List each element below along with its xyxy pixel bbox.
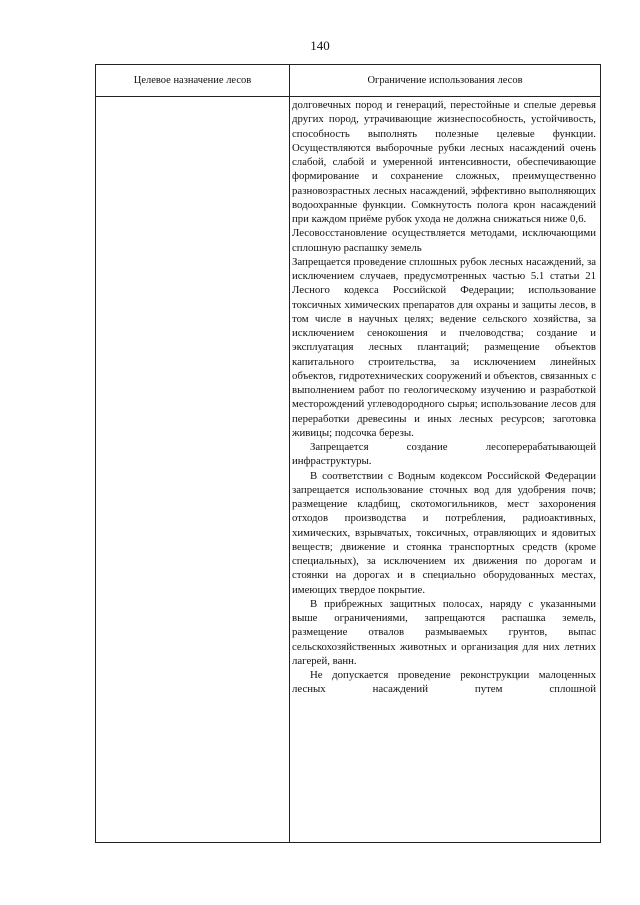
restrictions-table <box>95 64 601 843</box>
table-header-row <box>96 65 600 97</box>
restriction-paragraph: Запрещается проведение сплошных рубок лесных насаждений, за исключением случаев, предусмотренных частью 5.1 статьи 21 Лесного кодекса Российской Федерации; использование токсичных химических препаратов для охраны и защиты лесов, в том числе в научных целях; ведение сельского хозяйства, за исключением сенокошения и пчеловодства; создание и эксплуатация лесных плантаций; размещение объектов капитального строительства, за исключением линейных объектов, гидротехнических сооружений и объектов, связанных с выполнением работ по геологическому изучению и разработкой месторождений углеводородного сырья; использование лесов для переработки древесины и иных лесных ресурсов; заготовка живицы; подсочка березы. <box>292 255 596 439</box>
restriction-paragraph: Запрещается создание лесоперерабатывающей инфраструктуры. <box>292 441 596 468</box>
restriction-paragraph: В прибрежных защитных полосах, наряду с указанными выше ограничениями, запрещаются распашка земель, размещение отвалов размываемых грунтов, выпас сельскохозяйственных животных и организация для них летних лагерей, ванн. <box>292 597 596 667</box>
forest-purpose-cell <box>96 97 289 842</box>
column-divider <box>289 65 290 843</box>
restriction-paragraph: Не допускается проведение реконструкции малоценных лесных насаждений путем сплошной <box>292 669 596 696</box>
restriction-paragraph: Лесовосстановление осуществляется методами, исключающими сплошную распашку земель <box>292 227 596 254</box>
page-number: 140 <box>310 38 330 53</box>
header-forest-purpose: Целевое назначение лесов <box>133 75 252 86</box>
restriction-paragraph: долговечных пород и генераций, перестойные и спелые деревья других пород, утрачивающие жизнеспособность, устойчивость, способность выполнять полезные целевые функции. Осуществляются выборочные рубки лесных насаждений очень слабой, слабой и умеренной интенсивности, обеспечивающие формирование и сохранение сложных, преимущественно разновозрастных лесных насаждений, эффективно выполняющих водоохранные функции. Сомкнутость полога крон насаждений при каждом приёме рубок ухода не должна снижаться ниже 0,6. <box>292 99 596 225</box>
header-use-restriction: Ограничение использования лесов <box>367 75 523 86</box>
restriction-paragraph: В соответствии с Водным кодексом Российской Федерации запрещается использование сточных вод для удобрения почв; размещение кладбищ, скотомогильников, мест захоронения отходов производства и потребления, радиоактивных, химических, взрывчатых, токсичных, отравляющих и ядовитых веществ; движение и стоянка транспортных средств (кроме специальных), за исключением их движения по дорогам и стоянки на дорогах и в специально оборудованных местах, имеющих твердое покрытие. <box>292 469 596 596</box>
restriction-cell <box>292 98 596 697</box>
